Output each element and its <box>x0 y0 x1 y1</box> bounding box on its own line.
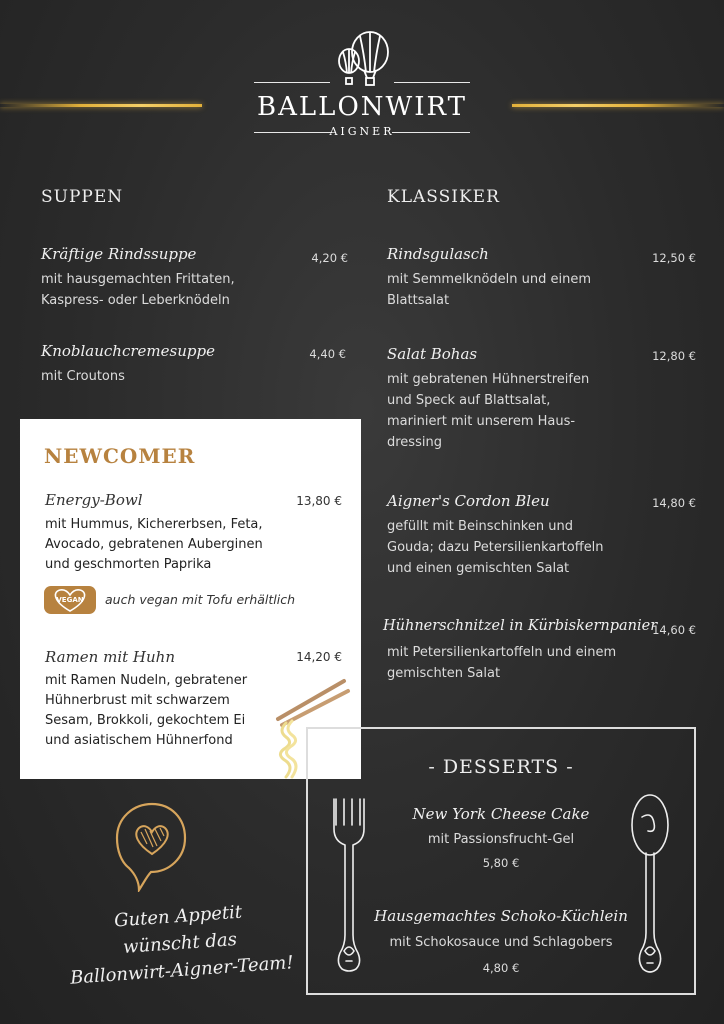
speech-heart-icon <box>113 800 191 892</box>
closing-message <box>57 895 302 993</box>
dessert-name: Hausgemachtes Schoko-Küchlein <box>374 907 628 925</box>
dish-price: 14,60 € <box>652 623 696 637</box>
dish-desc-line: mit Semmelknödeln und einem <box>387 272 592 287</box>
dish-name: Energy-Bowl <box>45 491 143 509</box>
closing-line: Ballonwirt-Aigner-Team! <box>69 952 295 989</box>
vegan-heart-icon <box>44 586 96 614</box>
logo-rule-top-left <box>254 82 330 83</box>
section-title-klassiker: KLASSIKER <box>387 187 500 207</box>
closing-line: wünscht das <box>122 929 238 958</box>
dish-desc-line: mit Petersilienkartoffeln und einem <box>387 645 617 660</box>
dish-price: 14,80 € <box>652 496 696 510</box>
dish-desc-line: und Speck auf Blattsalat, <box>387 393 551 408</box>
dish-price: 13,80 € <box>296 494 342 508</box>
dish-name: Knoblauchcremesuppe <box>41 342 215 360</box>
dish-desc-line: gefüllt mit Beinschinken und <box>387 519 573 534</box>
dish-name: Salat Bohas <box>387 345 478 363</box>
dessert-desc: mit Passionsfrucht-Gel <box>427 832 575 847</box>
dish-price: 12,80 € <box>652 349 696 363</box>
dish-price: 4,20 € <box>311 251 348 265</box>
brand-sub: AIGNER <box>329 125 395 138</box>
dessert-price: 5,80 € <box>482 856 520 870</box>
dish-name: Aigner's Cordon Bleu <box>387 492 550 510</box>
dish-desc-line: mariniert mit unserem Haus- <box>387 414 576 429</box>
dish-name: Ramen mit Huhn <box>45 648 175 666</box>
newcomer-card <box>20 419 361 779</box>
dish-name: Kräftige Rindssuppe <box>41 245 197 263</box>
balloon-logo-icon <box>330 30 396 92</box>
dish-desc-line: und asiatischem Hühnerfond <box>45 733 233 748</box>
logo-rule-top-right <box>394 82 470 83</box>
desserts-box <box>306 727 696 995</box>
dessert-price: 4,80 € <box>482 961 520 975</box>
dish-price: 12,50 € <box>652 251 696 265</box>
dish-desc-line: mit Croutons <box>41 369 125 384</box>
dish-desc-line: Hühnerbrust mit schwarzem <box>45 693 230 708</box>
vegan-note: auch vegan mit Tofu erhältlich <box>105 592 296 607</box>
dish-desc-line: mit Ramen Nudeln, gebratener <box>45 673 248 688</box>
dish-name: Hühnerschnitzel in Kürbiskernpanier <box>383 618 658 634</box>
dish-name: Rindsgulasch <box>387 245 489 263</box>
dessert-name: New York Cheese Cake <box>412 805 590 823</box>
dish-desc-line: mit gebratenen Hühnerstreifen <box>387 372 590 387</box>
dish-desc-line: gemischten Salat <box>387 666 501 681</box>
brand-name: BALLONWIRT <box>257 92 467 122</box>
dish-desc-line: mit Hummus, Kichererbsen, Feta, <box>45 517 263 532</box>
dish-desc-line: dressing <box>387 435 442 450</box>
newcomer-title: NEWCOMER <box>44 444 196 468</box>
dish-price: 14,20 € <box>296 650 342 664</box>
vegan-badge-label: VEGAN <box>56 596 84 604</box>
dish-price: 4,40 € <box>309 347 346 361</box>
desserts-title: - DESSERTS - <box>428 756 574 778</box>
closing-line: Guten Appetit <box>113 901 243 932</box>
section-title-suppen: SUPPEN <box>41 187 124 207</box>
dish-desc-line: Kaspress- oder Leberknödeln <box>41 293 230 308</box>
dish-desc-line: und einen gemischten Salat <box>387 561 570 576</box>
dish-desc-line: Blattsalat <box>387 293 450 308</box>
dish-desc-line: Gouda; dazu Petersilienkartoffeln <box>387 540 604 555</box>
dessert-desc: mit Schokosauce und Schlagobers <box>389 935 613 950</box>
dish-desc-line: und geschmorten Paprika <box>45 557 212 572</box>
dish-desc-line: Sesam, Brokkoli, gekochtem Ei <box>45 713 246 728</box>
dish-desc-line: Avocado, gebratenen Auberginen <box>45 537 263 552</box>
dish-desc-line: mit hausgemachten Frittaten, <box>41 272 235 287</box>
